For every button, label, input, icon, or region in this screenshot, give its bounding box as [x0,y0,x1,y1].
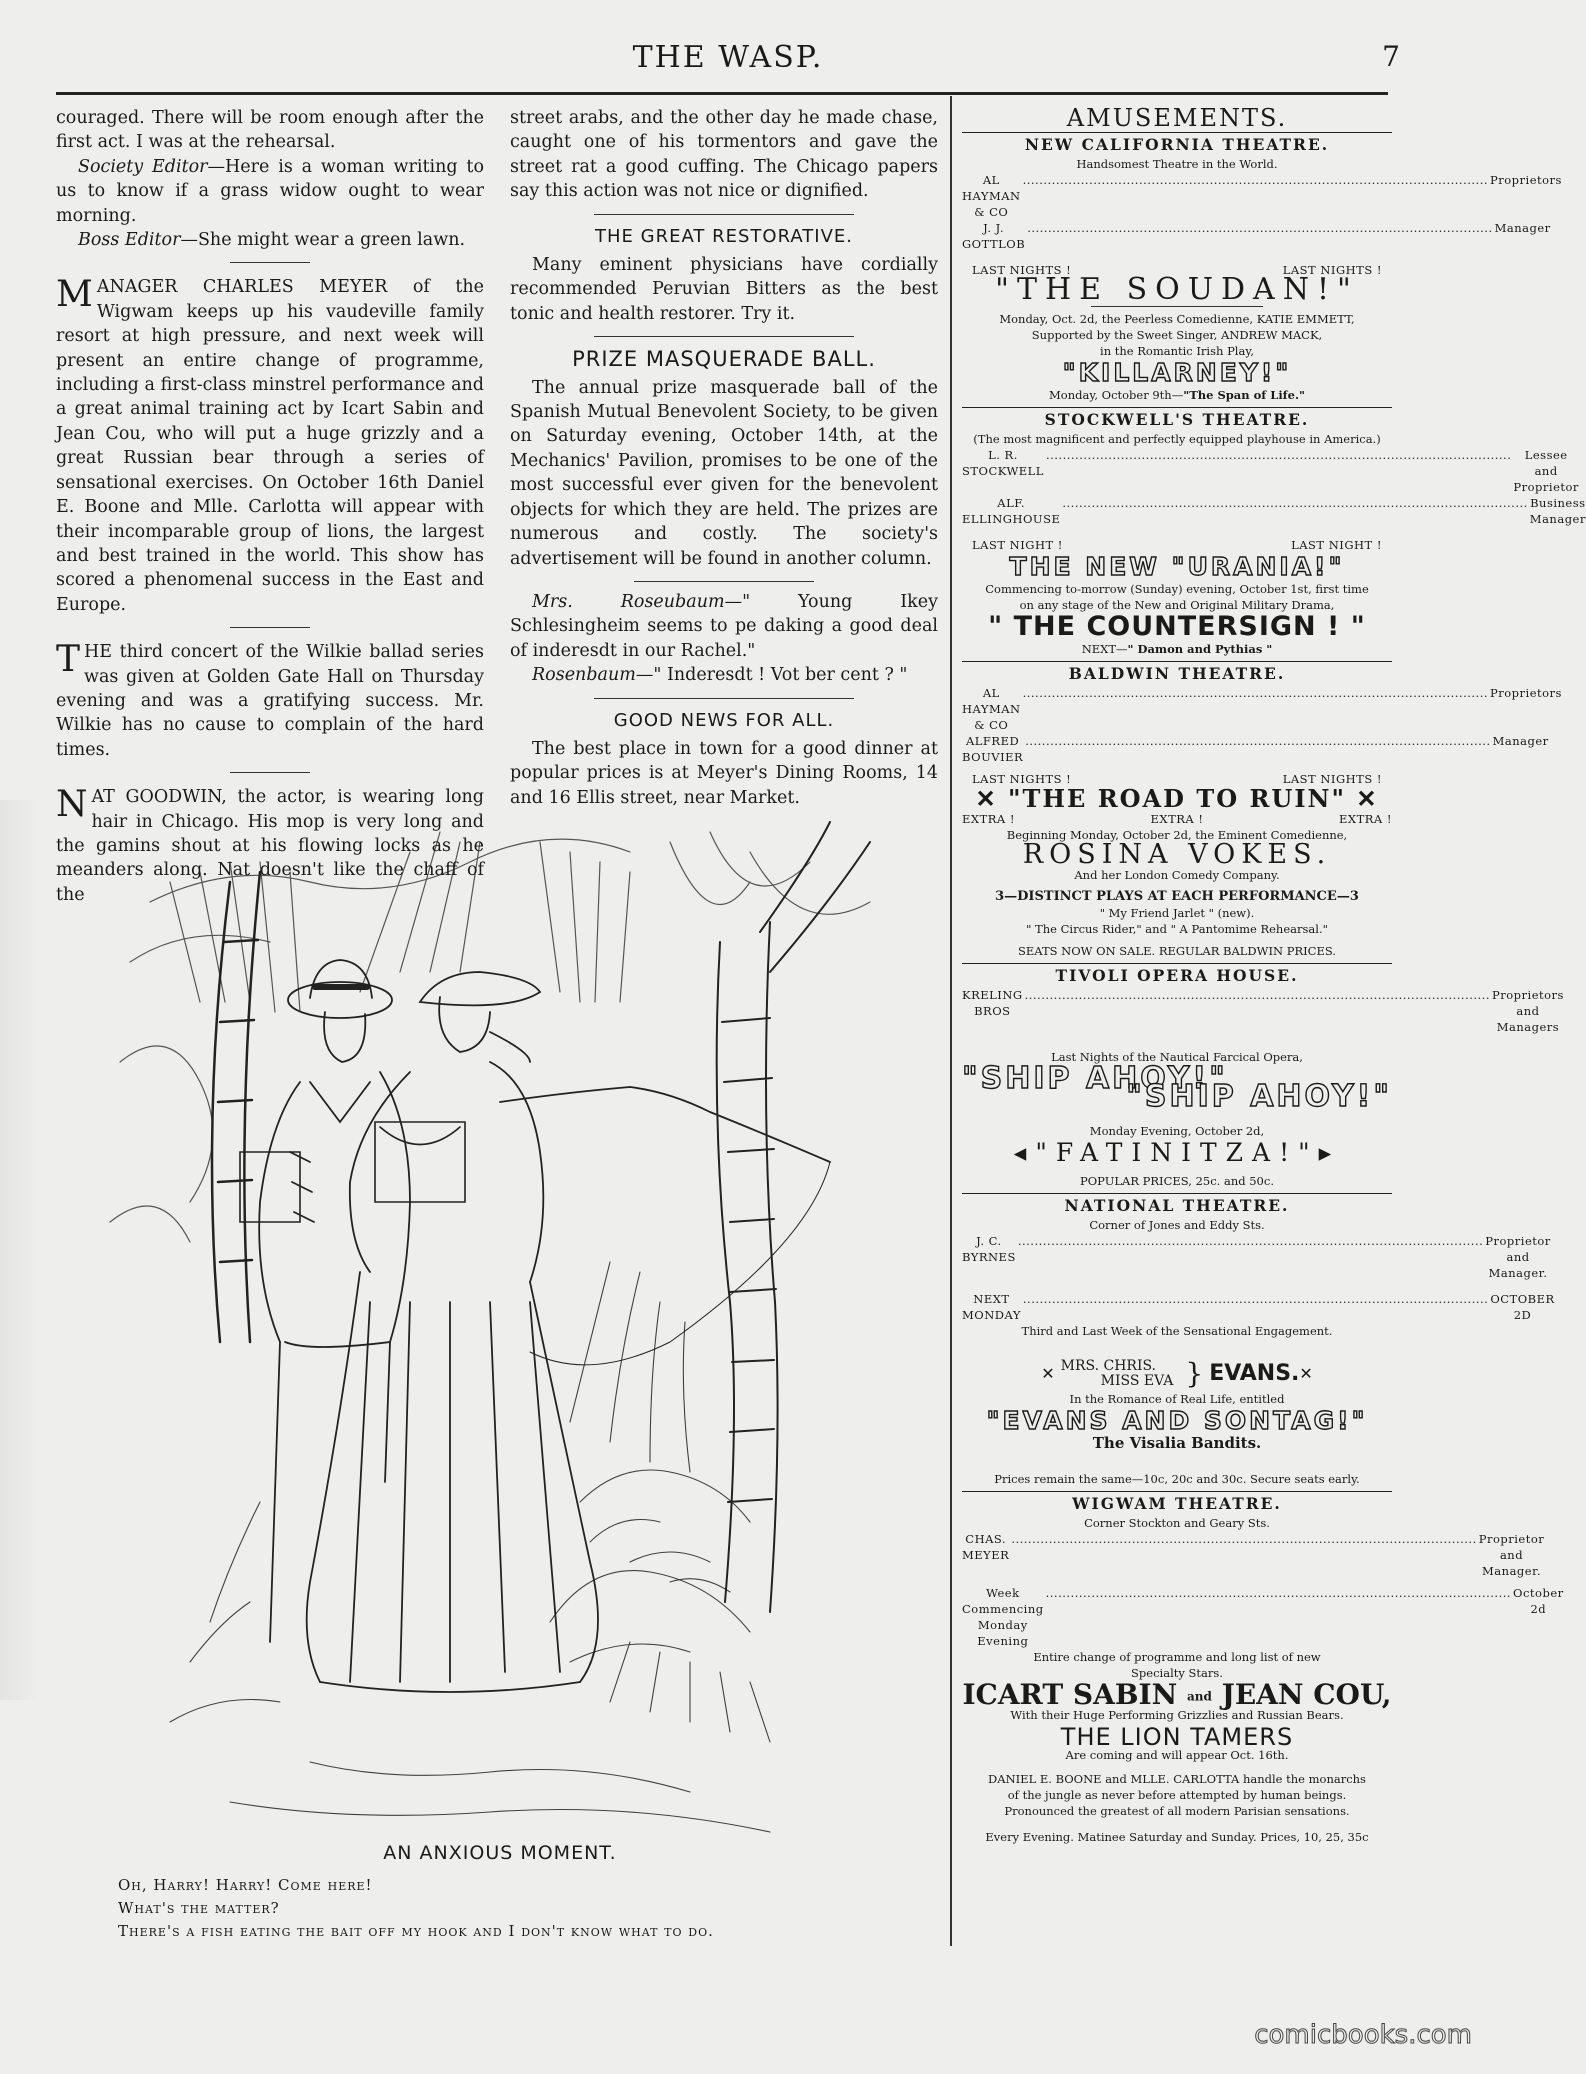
para-text: HE third concert of the Wilkie ballad series was given at Golden Gate Hall on Thursday evening and was a gratifying success. Mr. Wilkie has no cause to complain of the hard times. [56,642,484,760]
note: In the Romance of Real Life, entitled [1069,1392,1285,1406]
headline-restorative: THE GREAT RESTORATIVE. [595,225,853,247]
note: " My Friend Jarlet " (new). [1099,906,1255,920]
dot-leader: ................................................................................................................ [1062,496,1528,510]
date-value: October 2d [1513,1586,1564,1616]
column-2 [510,106,938,810]
star-name: ROSINA VOKES. [1022,839,1332,870]
act-title: THE LION TAMERS [1060,1722,1294,1751]
separator [594,698,854,699]
col2-para-4 [510,590,938,663]
ornament-left-icon: ✕ [1041,1364,1055,1383]
col2-para-2: Many eminent physicians have cordially recommended Peruvian Bitters as the best tonic and health restorer. Try it. [510,255,938,324]
note: And her London Comedy Company. [1074,868,1280,882]
col2-para-1: street arabs, and the other day he made chase, caught one of his tormentors and gave the street rat a good cuffing. The Chicago papers say this action was not nice or dignified. [510,108,938,202]
ad-national-theatre [962,1196,1555,1487]
extra-row [962,811,1392,827]
para-text: AT GOODWIN, the actor, is wearing long hair in Chicago. His mop is very long and the gamins shout at his flowing locks as he meanders along. Nat doesn't like the chaff of the [56,787,484,905]
divider [962,963,1392,964]
note: With their Huge Performing Grizzlies and Russian Bears. [1010,1707,1344,1722]
date-value: OCTOBER 2D [1490,1292,1555,1322]
seats-note: SEATS NOW ON SALE. REGULAR BALDWIN PRICES. [1018,944,1336,958]
column-divider [950,96,952,1946]
dialog-line-1: Oh, Harry! Harry! Come here! [118,1876,373,1894]
note: DANIEL E. BOONE and MLLE. CARLOTTA handle the monarchs of the jungle as never before attempted by human beings. Pronounced the greatest of all modern Parisian sensations. [988,1771,1366,1818]
staff-row [962,220,1551,252]
note: in the Romantic Irish Play, [1100,344,1254,358]
staff-name: L. R. STOCKWELL [962,448,1044,478]
performer-name: MISS EVA [1100,1373,1174,1389]
ad-new-california-theatre [962,135,1562,403]
dialog-line-3: There's a fish eating the bait off my hook and I don't know what to do. [118,1922,714,1940]
staff-role: Proprietor and Manager. [1485,1234,1551,1280]
ornament-left-icon: ✕ [975,784,998,813]
dot-leader: ................................................................................................................ [1022,1292,1489,1306]
dot-leader: ................................................................................................................ [1024,988,1490,1002]
staff-role: Proprietors and Managers [1492,988,1564,1034]
play-text: "THE ROAD TO RUIN" [1008,784,1346,813]
col1-para-1: couraged. There will be room enough after the first act. I was at the rehearsal. [56,108,484,153]
ornament-left-icon: ◂ [1013,1138,1036,1167]
ad-stockwells-theatre [962,410,1586,657]
col2-para-6: The best place in town for a good dinner at popular prices is at Meyer's Dining Rooms, 14 and 16 Ellis street, near Market. [510,738,938,808]
staff-row [962,987,1564,1035]
col1-para-2 [56,155,484,228]
extra: EXTRA ! [1150,812,1204,826]
brace-icon: } [1185,1357,1204,1390]
dot-leader: ................................................................................................................ [1022,173,1489,187]
speaker: Mrs. Roseubaum [532,591,725,612]
play-title [962,784,1392,813]
next-attraction [962,387,1392,403]
staff-row [962,495,1586,527]
play-title: "SHIP AHOY!" [1126,1079,1392,1114]
last-night: LAST NIGHT ! [972,538,1063,552]
play-title: THE NEW "URANIA!" [1009,552,1345,581]
drop-cap: N [56,784,88,826]
theatre-name: NEW CALIFORNIA THEATRE. [1024,135,1330,154]
staff-row [962,733,1549,765]
dot-leader: ................................................................................................................ [1045,448,1512,462]
staff-role: Manager [1494,221,1551,235]
staff-name: ALF. ELLINGHOUSE [962,496,1061,526]
theatre-tagline: Corner Stockton and Geary Sts. [1084,1516,1270,1530]
drop-cap: T [56,639,81,681]
note: Monday Evening, October 2d, [1089,1124,1265,1138]
col2-para-5 [510,663,938,687]
separator [634,581,814,582]
staff-role: Proprietors [1490,686,1562,700]
ad-baldwin-theatre [962,664,1562,959]
staff-role: Proprietor and Manager. [1478,1532,1545,1578]
speech: —" Young Ikey Schlesingheim seems to pe daking a good deal of inderesdt in our Rachel." [510,591,938,661]
theatre-name: TIVOLI OPERA HOUSE. [1055,966,1299,985]
note: " The Circus Rider," and " A Pantomime Rehearsal." [1026,922,1328,936]
watermark: comicbooks.com [1254,2020,1472,2050]
theatre-name: STOCKWELL'S THEATRE. [1044,410,1310,429]
theatre-tagline: Corner of Jones and Eddy Sts. [1089,1218,1265,1232]
col1-para-3 [56,228,484,252]
last-nights: LAST NIGHTS ! [972,263,1072,277]
play-text: "FATINITZA!" [1035,1138,1319,1167]
speaker: Boss Editor [78,230,181,251]
dot-leader: ................................................................................................................ [1045,1586,1512,1600]
speaker: Rosenbaum [532,665,636,686]
next-label: NEXT— [1081,642,1128,656]
note: on any stage of the New and Original Military Drama, [1019,598,1335,612]
divider [962,132,1392,133]
headline-masquerade: PRIZE MASQUERADE BALL. [572,347,876,372]
extra: EXTRA ! [1339,812,1392,826]
play-subtitle: The Visalia Bandits. [1092,1434,1262,1452]
last-nights: LAST NIGHTS ! [1282,772,1382,786]
staff-role: Business Manager [1529,496,1586,526]
col2-para-3: The annual prize masquerade ball of the Spanish Mutual Benevolent Society, to be given on Saturday evening, October 14th, at the Mechanics' Pavilion, promises to be one of the most successful ever given for the benevolent objects for which they are held. The prizes are numerous and costly. The society's advertisement will be found in another column. [510,377,938,569]
play-title: " THE COUNTERSIGN ! " [988,611,1366,642]
staff-row [962,1531,1545,1579]
prices: POPULAR PRICES, 25c. and 50c. [1080,1174,1274,1188]
divider [962,661,1392,662]
date-label: Week Commencing Monday Evening [962,1586,1044,1648]
dot-leader: ................................................................................................................ [1027,221,1493,235]
play-title: "THE SOUDAN!" [995,272,1359,307]
ornament-right-icon: ✕ [1299,1364,1313,1383]
separator [230,772,310,773]
staff-name: KRELING BROS [962,988,1023,1018]
theatre-tagline: (The most magnificent and perfectly equipped playhouse in America.) [973,432,1381,446]
staff-row [962,685,1562,733]
plays-line: 3—DISTINCT PLAYS AT EACH PERFORMANCE—3 [995,889,1359,904]
theatre-name: WIGWAM THEATRE. [1072,1494,1282,1513]
prices: Prices remain the same—10c, 20c and 30c. Secure seats early. [994,1472,1360,1486]
performer-name: MRS. CHRIS. [1060,1358,1157,1374]
separator [594,336,854,337]
divider [962,1491,1392,1492]
staff-name: AL HAYMAN & CO [962,173,1021,219]
col1-para-4 [56,275,484,617]
staff-name: J. C. BYRNES [962,1234,1016,1264]
note: Supported by the Sweet Singer, ANDREW MACK, [1031,328,1323,342]
act-name: JEAN COU, [1221,1678,1392,1711]
theatre-name: NATIONAL THEATRE. [1064,1196,1290,1215]
separator [230,627,310,628]
play-title: "EVANS AND SONTAG!" [986,1406,1368,1435]
ornament-right-icon: ✕ [1356,784,1379,813]
next-label: Monday, October 9th— [1049,388,1184,402]
performer-surname: EVANS. [1209,1361,1300,1386]
speaker: Society Editor [78,156,208,177]
ornament-right-icon: ▸ [1318,1138,1341,1167]
ad-tivoli-opera-house [962,966,1564,1189]
masthead [56,38,1400,78]
etching-illustration [110,822,920,1840]
date-row [962,1585,1564,1649]
note: Are coming and will appear Oct. 16th. [1065,1747,1289,1762]
date-row [962,1291,1555,1323]
dot-leader: ................................................................................................................ [1011,1532,1477,1546]
staff-name: ALFRED BOUVIER [962,734,1024,764]
play-title [962,1138,1392,1167]
dialog-line-2: What's the matter? [118,1899,280,1917]
date-label: NEXT MONDAY [962,1292,1021,1322]
staff-row [962,1233,1551,1281]
ad-wigwam-theatre [962,1494,1564,1845]
separator [594,214,854,215]
last-night: LAST NIGHT ! [1291,538,1382,552]
speech: —She might wear a green lawn. [180,230,466,251]
column-1 [56,106,484,907]
note: Specialty Stars. [1131,1666,1223,1680]
publication-title: THE WASP. [632,40,824,75]
act-title [962,1678,1392,1711]
illustration-dialog [118,1874,918,1943]
last-nights: LAST NIGHTS ! [972,772,1072,786]
theatre-name: BALDWIN THEATRE. [1068,664,1286,683]
note: Beginning Monday, October 2d, the Eminent Comedienne, [1006,828,1348,842]
last-night-row [962,537,1392,553]
next-attraction [962,641,1392,657]
staff-name: AL HAYMAN & CO [962,686,1021,732]
divider [962,407,1392,408]
note: Monday, Oct. 2d, the Peerless Comedienne, KATIE EMMETT, [999,312,1355,326]
note: Entire change of programme and long list of new [1033,1650,1321,1664]
next-play: "The Span of Life." [1183,388,1305,402]
dot-leader: ................................................................................................................ [1025,734,1491,748]
speech: —Here is a woman writing to us to know if a grass widow ought to wear morning. [56,156,484,226]
note: Third and Last Week of the Sensational Engagement. [1021,1324,1333,1338]
amusements-title: AMUSEMENTS. [1066,104,1288,132]
play-title: "SHIP AHOY!" [962,1061,1228,1096]
staff-row [962,172,1562,220]
dot-leader: ................................................................................................................ [1017,1234,1484,1248]
note: Last Nights of the Nautical Farcical Opera, [1051,1050,1303,1064]
staff-role: Proprietors [1490,173,1562,187]
act-and: and [1186,1689,1212,1704]
next-play: " Damon and Pythias " [1127,642,1273,656]
separator [230,262,310,263]
divider [962,1193,1392,1194]
illustration-fishing-couple [110,822,920,1840]
drop-cap: M [56,274,93,316]
staff-name: CHAS. MEYER [962,1532,1010,1562]
staff-row [962,447,1579,495]
illustration-caption: AN ANXIOUS MOMENT. [383,1842,617,1864]
play-title: "KILLARNEY!" [1062,358,1292,387]
extra: EXTRA ! [962,812,1015,826]
performer-names [1061,1359,1174,1389]
col1-para-5 [56,640,484,762]
amusements-column [962,104,1586,1845]
page-edge-shadow [0,800,40,1700]
para-text: ANAGER CHARLES MEYER of the Wigwam keeps up his vaudeville family resort at high pressure, and next week will present an entire change of programme, including a first-class minstrel performance and a great animal training act by Icart Sabin and Jean Cou, who will put a huge grizzly and a great Russian bear through a series of sensational exercises. On October 16th Daniel E. Boone and Mlle. Carlotta will appear with their incomparable group of lions, the largest and best trained in the world. This show has scored a phenomenal success in the East and Europe. [56,277,484,615]
schedule: Every Evening. Matinee Saturday and Sunday. Prices, 10, 25, 35c [985,1829,1369,1844]
headline-good-news: GOOD NEWS FOR ALL. [613,709,835,731]
staff-role: Lessee and Proprietor [1513,448,1579,494]
last-nights: LAST NIGHTS ! [1282,263,1382,277]
page-number: 7 [1382,40,1400,73]
staff-name: J. J. GOTTLOB [962,221,1026,251]
staff-role: Manager [1492,734,1549,748]
note: Commencing to-morrow (Sunday) evening, October 1st, first time [985,582,1369,596]
header-rule [56,92,1388,95]
theatre-tagline: Handsomest Theatre in the World. [1076,157,1278,171]
performer-row [962,1359,1392,1389]
speech: —" Inderesdt ! Vot ber cent ? " [635,665,908,686]
act-name: ICART SABIN [962,1678,1178,1711]
dot-leader: ................................................................................................................ [1022,686,1489,700]
